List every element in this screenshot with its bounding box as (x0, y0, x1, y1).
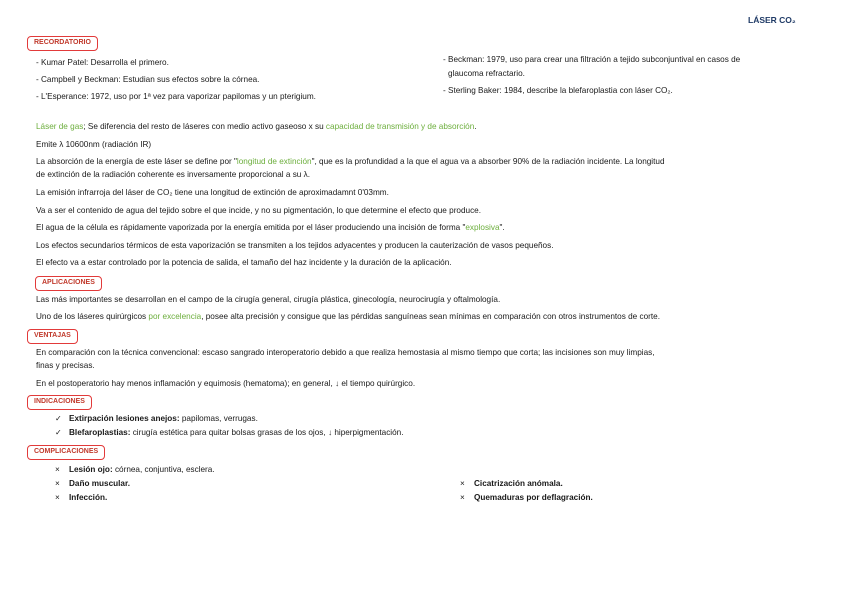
paragraph (36, 121, 816, 132)
paragraph: En el postoperatorio hay menos inflamación y equimosis (hematoma); en general, ↓ el tiempo quirúrgico. (36, 379, 416, 388)
list-item-text: córnea, conjuntiva, esclera. (112, 465, 215, 474)
list-item-label: Infección. (69, 493, 108, 502)
paragraph-continuation: de extinción de la radiación coherente es inversamente proporcional a su λ. (36, 170, 310, 179)
list-item (55, 427, 404, 438)
list-item-label: Extirpación lesiones anejos: (69, 414, 180, 423)
recordatorio-item: - Sterling Baker: 1984, describe la blefaroplastia con láser CO₂. (443, 86, 673, 95)
list-item (460, 492, 593, 503)
paragraph-text: ". (499, 223, 505, 232)
section-badge-indicaciones: INDICACIONES (27, 395, 92, 410)
paragraph-text: , posee alta precisión y consigue que las pérdidas sanguíneas sean mínimas en comparación con otros instrumentos de corte. (201, 312, 660, 321)
paragraph (36, 311, 816, 322)
paragraph: Las más importantes se desarrollan en el campo de la cirugía general, cirugía plástica, ginecología, neurocirugía y oftalmología. (36, 295, 501, 304)
recordatorio-item: - L'Esperance: 1972, uso por 1ª vez para vaporizar papilomas y un pterigium. (36, 92, 316, 101)
highlight-text: por excelencia (148, 312, 202, 321)
paragraph-text: Uno de los láseres quirúrgicos (36, 312, 149, 321)
paragraph-text: . (474, 122, 477, 131)
section-badge-complicaciones: COMPLICACIONES (27, 445, 105, 460)
section-badge-aplicaciones: APLICACIONES (35, 276, 102, 291)
highlight-text: Láser de gas (36, 122, 84, 131)
paragraph: Los efectos secundarios térmicos de esta vaporización se transmiten a los tejidos adyacentes y producen la cauterización de vasos pequeños. (36, 241, 554, 250)
list-item-label: Blefaroplastias: (69, 428, 131, 437)
paragraph (36, 222, 816, 233)
list-item (460, 478, 563, 489)
list-item-text: cirugía estética para quitar bolsas grasas de los ojos, ↓ hiperpigmentación. (130, 428, 404, 437)
section-badge-recordatorio: RECORDATORIO (27, 36, 98, 51)
paragraph: Emite λ 10600nm (radiación IR) (36, 140, 152, 149)
recordatorio-item: - Kumar Patel: Desarrolla el primero. (36, 58, 169, 67)
list-item (55, 478, 130, 489)
recordatorio-item-continuation: glaucoma refractario. (448, 69, 525, 78)
paragraph: Va a ser el contenido de agua del tejido sobre el que incide, y no su pigmentación, lo que determine el efecto que produce. (36, 206, 481, 215)
paragraph: La emisión infrarroja del láser de CO₂ tiene una longitud de extinción de aproximadamnt 0'03mm. (36, 188, 389, 197)
cross-icon: × (55, 493, 60, 502)
section-badge-ventajas: VENTAJAS (27, 329, 78, 344)
paragraph (36, 156, 816, 167)
list-item-label: Lesión ojo: (69, 465, 113, 474)
paragraph: En comparación con la técnica convencional: escaso sangrado interoperatorio debido a que realiza hemostasia al mismo tiempo que corta; las incisiones son muy limpias, (36, 348, 655, 357)
list-item-label: Quemaduras por deflagración. (474, 493, 593, 502)
paragraph-text: La absorción de la energía de este láser se define por " (36, 157, 237, 166)
paragraph-continuation: finas y precisas. (36, 361, 95, 370)
recordatorio-item: - Beckman: 1979, uso para crear una filtración a tejido subconjuntival en casos de (443, 55, 741, 64)
list-item-text: papilomas, verrugas. (179, 414, 258, 423)
list-item (55, 464, 215, 475)
cross-icon: × (55, 465, 60, 474)
paragraph-text: ", que es la profundidad a la que el agua va a absorber 90% de la radiación incidente. La longitud (311, 157, 665, 166)
paragraph-text: El agua de la célula es rápidamente vaporizada por la energía emitida por el láser produciendo una incisión de forma " (36, 223, 466, 232)
list-item-label: Daño muscular. (69, 479, 130, 488)
check-icon: ✓ (55, 428, 62, 437)
highlight-text: longitud de extinción (236, 157, 312, 166)
recordatorio-item: - Campbell y Beckman: Estudian sus efectos sobre la córnea. (36, 75, 260, 84)
cross-icon: × (55, 479, 60, 488)
list-item (55, 413, 258, 424)
highlight-text: capacidad de transmisión y de absorción (325, 122, 475, 131)
cross-icon: × (460, 493, 465, 502)
page-title: LÁSER CO₂ (748, 15, 796, 25)
highlight-text: explosiva (465, 223, 500, 232)
check-icon: ✓ (55, 414, 62, 423)
paragraph-text: ; Se diferencia del resto de láseres con medio activo gaseoso x su (83, 122, 326, 131)
list-item-label: Cicatrización anómala. (474, 479, 563, 488)
list-item (55, 492, 107, 503)
paragraph: El efecto va a estar controlado por la potencia de salida, el tamaño del haz incidente y la duración de la aplicación. (36, 258, 452, 267)
cross-icon: × (460, 479, 465, 488)
